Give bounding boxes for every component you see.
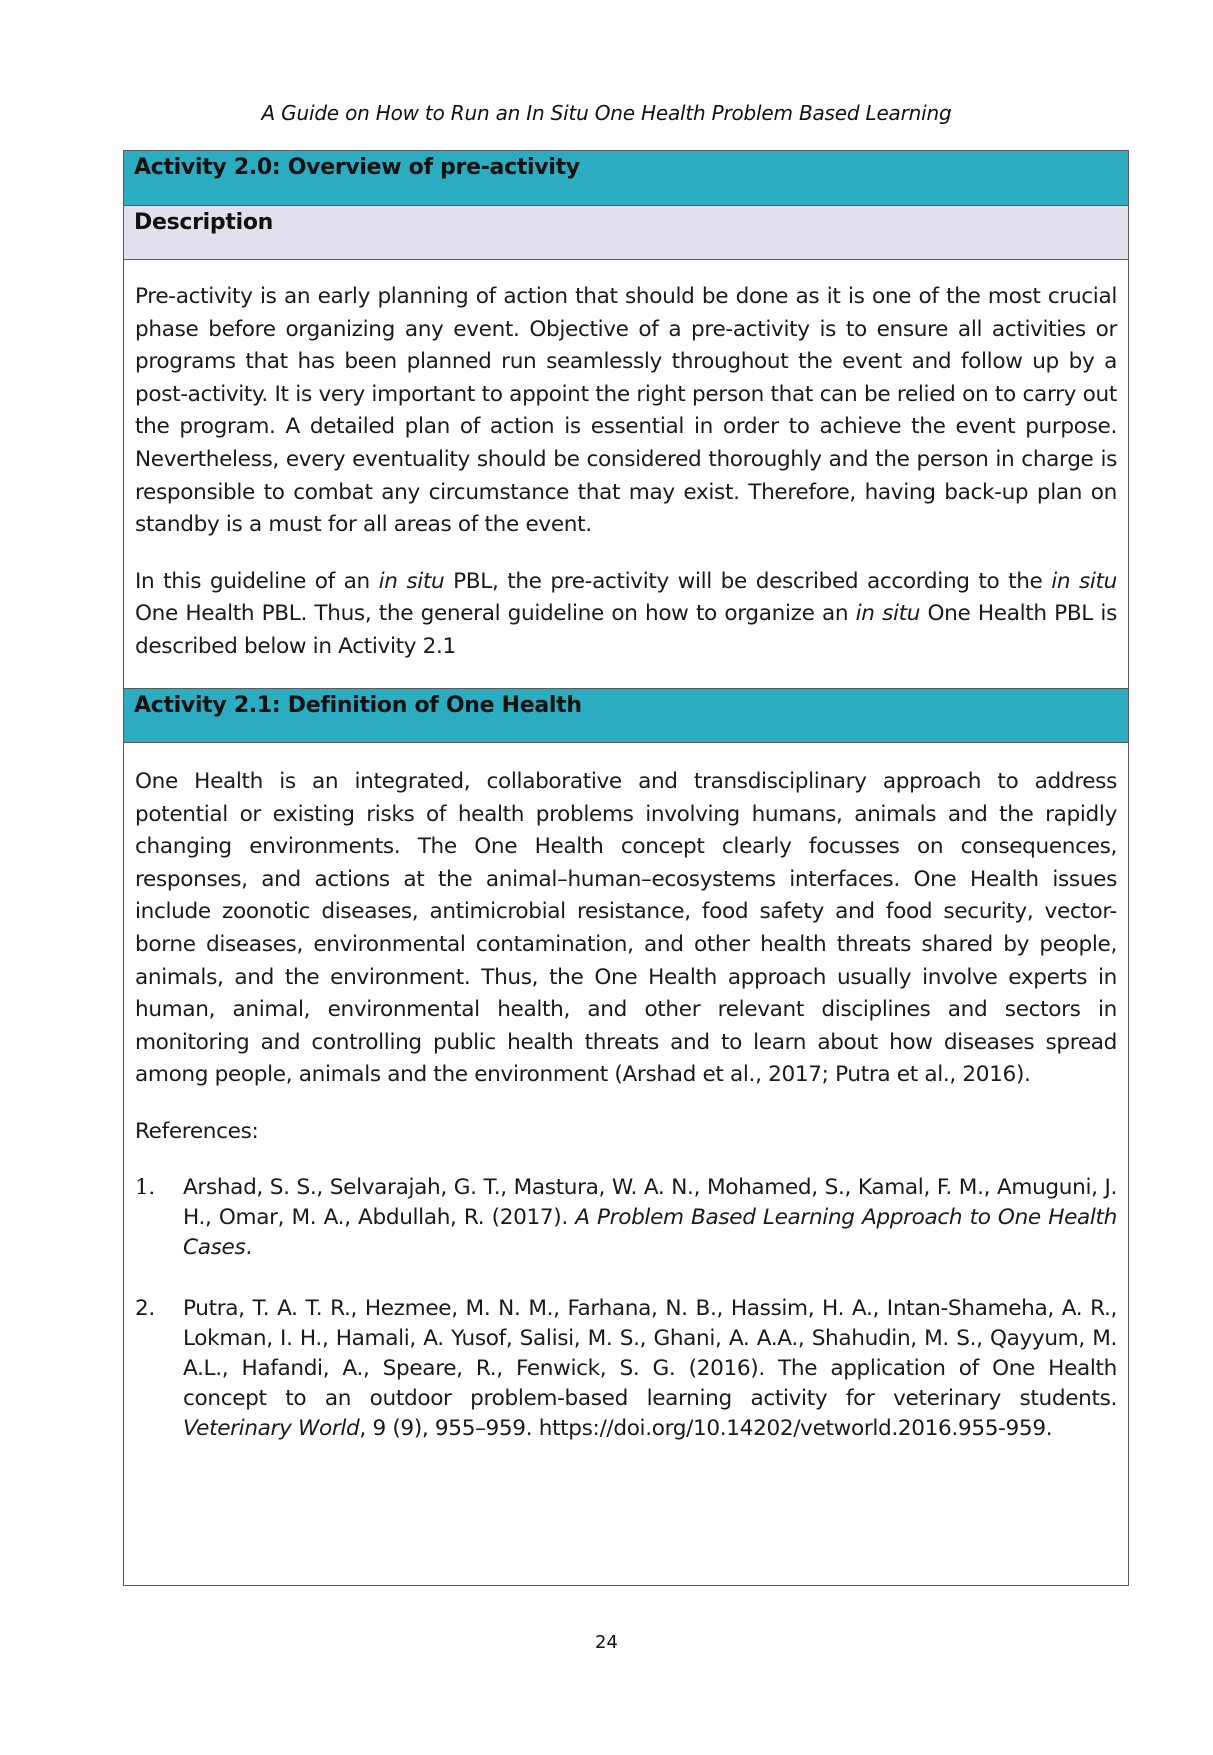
- reference-item: 1. Arshad, S. S., Selvarajah, G. T., Mastura, W. A. N., Mohamed, S., Kamal, F. M., Amuguni, J. H., Omar, M. A., Abdullah, R. (2017). A Problem Based Learning Approach to One Health Cases.: [135, 1174, 1118, 1260]
- activity-2-1-title: Activity 2.1: Definition of One Health: [124, 688, 1128, 743]
- reference-journal: Veterinary World: [183, 1415, 360, 1441]
- description-paragraph-1: Pre-activity is an early planning of action that should be done as it is one of the most crucial phase before organizing any event. Objective of a pre-activity is to ensure all activities or programs that has been planned run seamlessly throughout the event and follow up by a post-activity. It is very important to appoint the right person that can be relied on to carry out the program. A detailed plan of action is essential in order to achieve the event purpose. Nevertheless, every eventuality should be considered thoroughly and the person in charge is responsible to combat any circumstance that may exist. Therefore, having back-up plan on standby is a must for all areas of the event.: [135, 284, 1117, 538]
- reference-item: 2. Putra, T. A. T. R., Hezmee, M. N. M., Farhana, N. B., Hassim, H. A., Intan-Shameha, A. R., Lokman, I. H., Hamali, A. Yusof, Salisi, M. S., Ghani, A. A.A., Shahudin, M. S., Qayyum, M. A.L., Hafandi, A., Speare, R., Fenwick, S. G. (2016). The application of One Health concept to an outdoor problem-based learning activity for veterinary students. Veterinary World, 9 (9), 955–959. https://doi.org/10.14202/vetworld.2016.955-959.: [135, 1295, 1117, 1441]
- description-paragraph-2: In this guideline of an in situ PBL, the pre-activity will be described according to the in situ One Health PBL. Thus, the general guideline on how to organize an in situ One Health PBL is described below in Activity 2.1: [135, 568, 1117, 659]
- reference-number: 1.: [135, 1174, 155, 1200]
- description-body: [135, 281, 1117, 688]
- one-health-paragraph: One Health is an integrated, collaborative and transdisciplinary approach to address potential or existing risks of health problems involving humans, animals and the rapidly changing environments. The One Health concept clearly focusses on consequences, responses, and actions at the animal–human–ecosystems interfaces. One Health issues include zoonotic diseases, antimicrobial resistance, food safety and food security, vector-borne diseases, environmental contamination, and other health threats shared by people, animals, and the environment. Thus, the One Health approach usually involve experts in human, animal, environmental health, and other relevant disciplines and sectors in monitoring and controlling public health threats and to learn about how diseases spread among people, animals and the environment (Arshad et al., 2017; Putra et al., 2016).: [135, 769, 1117, 1088]
- page-number: 24: [595, 1632, 618, 1653]
- activity-2-0-title: Activity 2.0: Overview of pre-activity: [124, 151, 1128, 206]
- references-heading: References:: [135, 1118, 259, 1144]
- reference-list: [135, 1173, 1117, 1444]
- activity-table: [123, 150, 1129, 1586]
- reference-doi: https://doi.org/10.14202/vetworld.2016.955-959.: [538, 1415, 1053, 1441]
- reference-title: A Problem Based Learning Approach to One Health Cases: [183, 1204, 1118, 1260]
- one-health-body: [135, 766, 1117, 1475]
- running-header: A Guide on How to Run an In Situ One Health Problem Based Learning: [261, 101, 952, 125]
- reference-number: 2.: [135, 1295, 155, 1321]
- description-heading: Description: [124, 206, 1128, 260]
